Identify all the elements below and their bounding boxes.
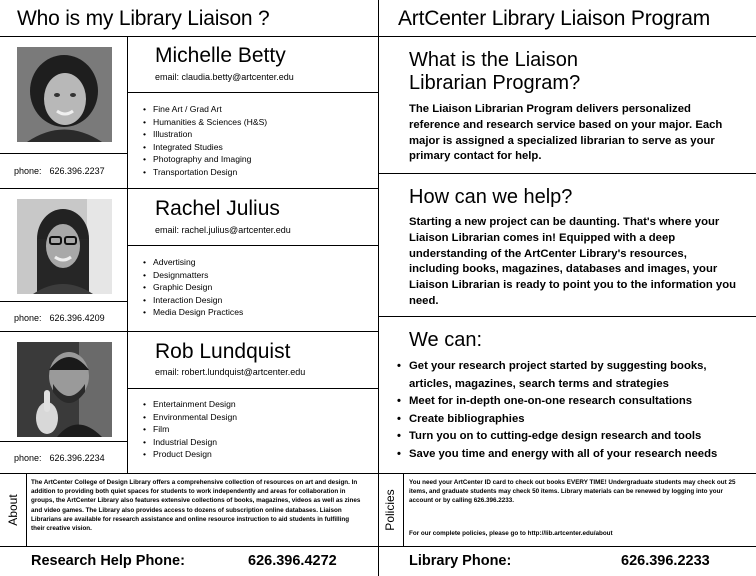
list-item: • Transportation Design xyxy=(143,166,267,179)
policies-label: Policies xyxy=(383,489,397,531)
librarian-photo xyxy=(17,47,112,142)
librarian-email xyxy=(155,72,294,82)
list-item: • Designmatters xyxy=(143,269,243,282)
divider xyxy=(26,473,27,546)
list-item: • Product Design xyxy=(143,448,237,461)
list-item: • Advertising xyxy=(143,256,243,269)
divider xyxy=(0,301,127,302)
library-phone[interactable]: 626.396.2233 xyxy=(621,553,710,569)
policies-text: You need your ArtCenter ID card to check out books EVERY TIME! Undergraduate students may check out 25 items, and graduate students may check 50 items. Library materials can be renewed by logging into your account or by calling 626.396.2233. xyxy=(409,479,736,505)
list-item: • Fine Art / Grad Art xyxy=(143,103,267,116)
phone-number[interactable]: 626.396.2234 xyxy=(49,453,105,463)
list-item: • Entertainment Design xyxy=(143,398,237,411)
left-header: Who is my Library Liaison ? xyxy=(17,7,270,30)
email-label: email: xyxy=(155,367,180,377)
divider xyxy=(0,546,756,547)
divider xyxy=(0,188,378,189)
list-item: • Meet for in-depth one-on-one research consultations xyxy=(397,393,742,411)
divider xyxy=(127,245,378,246)
section-title: How can we help? xyxy=(409,186,573,208)
phone-number[interactable]: 626.396.2237 xyxy=(49,166,105,176)
list-item: • Environmental Design xyxy=(143,411,237,424)
divider xyxy=(0,331,378,332)
email-link[interactable]: claudia.betty@artcenter.edu xyxy=(181,72,294,82)
divider xyxy=(0,441,127,442)
phone-label: phone: xyxy=(14,166,42,176)
librarian-phone xyxy=(14,166,105,176)
email-label: email: xyxy=(155,72,180,82)
majors-list xyxy=(143,256,243,319)
wecan-list xyxy=(397,358,742,464)
librarian-phone xyxy=(14,453,105,463)
majors-list xyxy=(143,398,237,461)
divider xyxy=(403,473,404,546)
list-item: • Graphic Design xyxy=(143,281,243,294)
phone-number[interactable]: 626.396.4209 xyxy=(49,313,105,323)
phone-label: phone: xyxy=(14,453,42,463)
divider xyxy=(127,92,378,93)
policies-link[interactable]: For our complete policies, please go to http://lib.artcenter.edu/about xyxy=(409,530,613,537)
list-item: • Create bibliographies xyxy=(397,411,742,429)
librarian-name: Michelle Betty xyxy=(155,44,286,67)
list-item: • Media Design Practices xyxy=(143,306,243,319)
librarian-email xyxy=(155,367,305,377)
divider xyxy=(378,173,756,174)
majors-list xyxy=(143,103,267,179)
section-title: We can: xyxy=(409,329,482,351)
section-body: Starting a new project can be daunting. That's where your Liaison Librarian comes in! Equipped with a deep understanding of the ArtCenter Library's resources, including books, magazines, databases and images, your Liaison Librarian is ready to point you to the information you need. xyxy=(409,216,737,307)
librarian-photo xyxy=(17,199,112,294)
divider xyxy=(378,0,379,576)
about-text: The ArtCenter College of Design Library offers a comprehensive collection of resources on art and design. In addition to providing both quiet spaces for students to work independently and areas for collaboration in groups, the ArtCenter Library also features extensive collections of books, magazines, videos as well as zines and video games. The Library also provides access to dozens of subscription online databases. Liaison Librarians are available for research assistance and online resource instruction to aid students in fulfilling their creative vision. xyxy=(31,479,361,533)
divider xyxy=(0,473,756,474)
list-item: • Integrated Studies xyxy=(143,141,267,154)
list-item: • Film xyxy=(143,423,237,436)
list-item: • Humanities & Sciences (H&S) xyxy=(143,116,267,129)
librarian-name: Rob Lundquist xyxy=(155,340,291,363)
research-help-label: Research Help Phone: xyxy=(31,553,185,569)
right-header: ArtCenter Library Liaison Program xyxy=(398,7,711,30)
list-item: • Get your research project started by suggesting books, articles, magazines, search terms and strategies xyxy=(397,358,742,393)
email-link[interactable]: robert.lundquist@artcenter.edu xyxy=(181,367,306,377)
list-item: • Interaction Design xyxy=(143,294,243,307)
research-help-phone[interactable]: 626.396.4272 xyxy=(248,553,337,569)
list-item: • Illustration xyxy=(143,128,267,141)
divider xyxy=(378,316,756,317)
librarian-phone xyxy=(14,313,105,323)
librarian-name: Rachel Julius xyxy=(155,197,280,220)
librarian-photo xyxy=(17,342,112,437)
section-title: What is the Liaison Librarian Program? xyxy=(409,49,581,94)
phone-label: phone: xyxy=(14,313,42,323)
divider xyxy=(127,36,128,473)
list-item: • Industrial Design xyxy=(143,436,237,449)
email-label: email: xyxy=(155,225,180,235)
list-item: • Turn you on to cutting-edge design research and tools xyxy=(397,428,742,446)
section-body: The Liaison Librarian Program delivers personalized reference and research service based on your major. Each major is assigned a specialized librarian to serve as your primary contact for help. xyxy=(409,103,723,163)
email-link[interactable]: rachel.julius@artcenter.edu xyxy=(181,225,291,235)
divider xyxy=(0,153,127,154)
library-phone-label: Library Phone: xyxy=(409,553,512,569)
about-label: About xyxy=(6,494,20,526)
list-item: • Save you time and energy with all of your research needs xyxy=(397,446,742,464)
list-item: • Photography and Imaging xyxy=(143,153,267,166)
librarian-email xyxy=(155,225,291,235)
divider xyxy=(127,388,378,389)
